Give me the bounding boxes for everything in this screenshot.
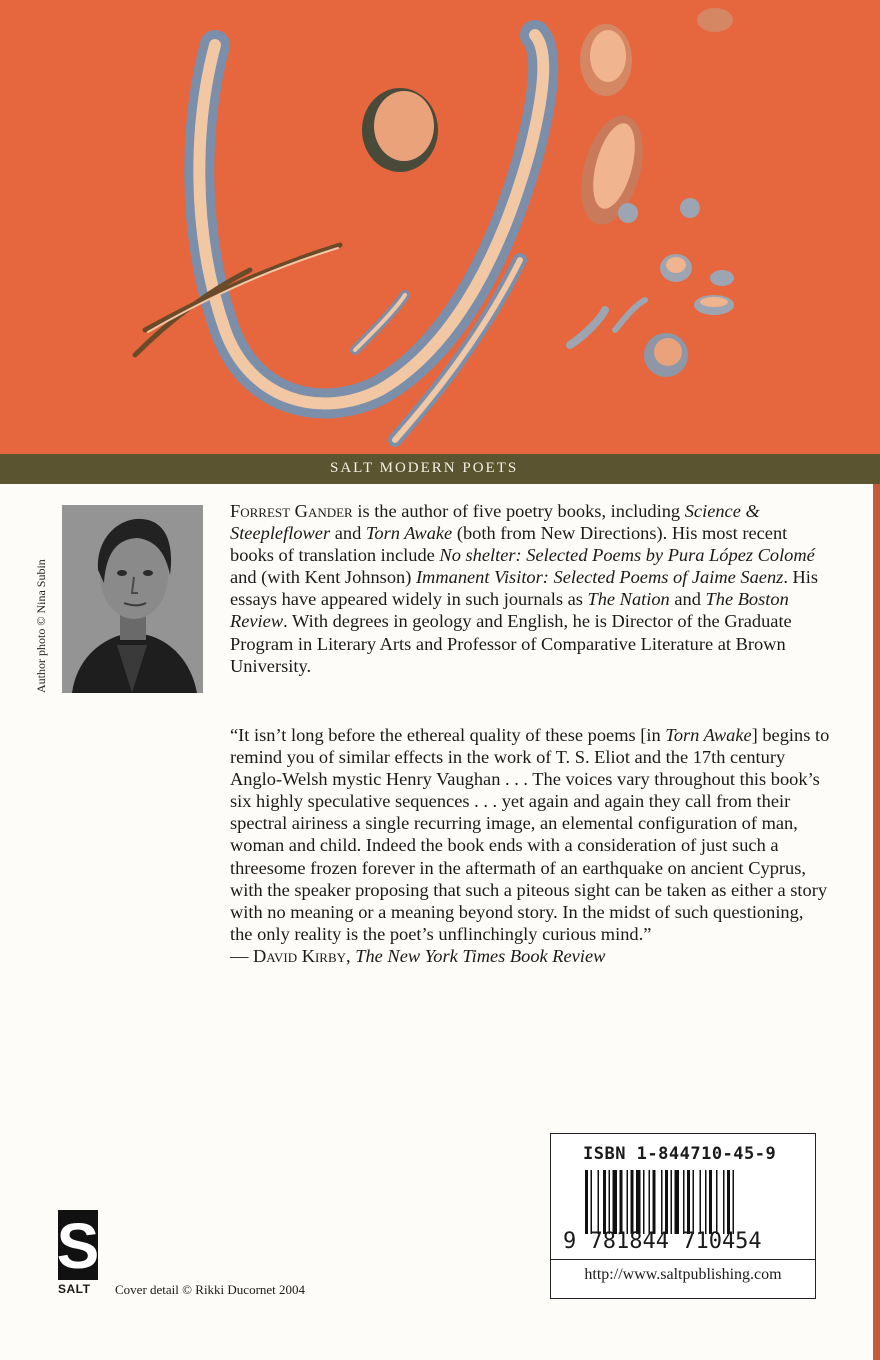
barcode-bar <box>653 1170 656 1234</box>
salt-logo <box>58 1210 98 1284</box>
barcode-bar <box>636 1170 641 1234</box>
book-title: No shelter: Selected Poems by Pura López Colomé <box>439 545 815 566</box>
attribution-dash: — <box>230 945 253 966</box>
bio-text: (both from New Directions). His most recent books of translation include <box>230 523 788 566</box>
barcode-bar <box>687 1170 690 1234</box>
barcode-bar <box>661 1170 663 1234</box>
barcode-bar <box>700 1170 702 1234</box>
barcode-bar <box>665 1170 668 1234</box>
barcode-bar <box>613 1170 618 1234</box>
book-title: Science & Steepleflower <box>230 501 760 544</box>
barcode-bar <box>643 1170 645 1234</box>
quote-attribution <box>230 945 830 967</box>
series-title: SALT MODERN POETS <box>330 460 519 476</box>
barcode-bar <box>723 1170 725 1234</box>
barcode-bar <box>727 1170 730 1234</box>
bio-text: . His essays have appeared widely in such journals as <box>230 567 819 610</box>
review-source: The New York Times Book Review <box>355 945 606 966</box>
journal-title: The Nation <box>587 589 670 610</box>
cover-artwork <box>0 0 880 454</box>
book-title: Torn Awake <box>365 523 453 544</box>
barcode-bar <box>716 1170 718 1234</box>
bio-text: and (with Kent Johnson) <box>230 567 416 588</box>
photo-credit: Author photo © Nina Subin <box>34 559 48 693</box>
cover-credit: Cover detail © Rikki Ducornet 2004 <box>115 1282 306 1297</box>
barcode-bar <box>585 1170 588 1234</box>
author-photo <box>62 505 203 693</box>
spine-edge <box>873 484 880 1360</box>
quote-text: ] begins to remind you of similar effects in the work of T. S. Eliot and the 17th century Anglo-Welsh mystic Henry Vaughan . . . The voices vary throughout this book’s six highly speculative sequences . . . yet again and again they call from their spectral airiness a single recurring image, an elemental configuration of man, woman and child. Indeed the book ends with a consideration of just such a threesome frozen forever in the aftermath of an earthquake on ancient Cyprus, with the speaker proposing that such a piteous sight can be taken as either a story with no meaning or a meaning beyond story. In the midst of such questioning, the only reality is the poet’s unflinchingly curious mind.” <box>230 725 830 944</box>
barcode-bar <box>609 1170 611 1234</box>
barcode-bar <box>603 1170 606 1234</box>
barcode-bar <box>631 1170 634 1234</box>
barcode-bar <box>693 1170 695 1234</box>
barcode-bar <box>649 1170 651 1234</box>
book-title: Torn Awake <box>665 725 752 745</box>
barcode-bar <box>620 1170 623 1234</box>
review-quote <box>230 724 830 967</box>
journal-title: The Boston Review <box>230 589 789 632</box>
barcode-bar <box>627 1170 629 1234</box>
barcode-bar <box>709 1170 712 1234</box>
reviewer-name: David Kirby <box>253 945 347 966</box>
barcode-bar <box>671 1170 673 1234</box>
attribution-separator: , <box>346 945 356 966</box>
barcode-bar <box>733 1170 735 1234</box>
author-name: Forrest Gander <box>230 501 353 521</box>
series-band <box>0 454 880 484</box>
salt-logo-mark <box>58 1210 98 1280</box>
bio-text: . With degrees in geology and English, he is Director of the Graduate Program in Literary Arts and Professor of Comparative Literature at Brown University. <box>230 611 792 676</box>
bio-text: and <box>330 523 366 544</box>
author-bio <box>230 500 830 677</box>
bio-text: is the author of five poetry books, including <box>352 501 685 521</box>
quote-text: “It isn’t long before the ethereal quality of these poems [in <box>230 725 666 745</box>
bio-text: and <box>669 589 706 610</box>
barcode-bar <box>683 1170 685 1234</box>
barcode-bar <box>705 1170 707 1234</box>
book-title: Immanent Visitor: Selected Poems of Jaime Saenz <box>415 567 784 588</box>
author-portrait <box>62 505 203 693</box>
barcode-bar <box>598 1170 600 1234</box>
barcode-divider <box>551 1259 815 1260</box>
publisher-url[interactable]: http://www.saltpublishing.com <box>584 1266 782 1283</box>
barcode-bar <box>675 1170 680 1234</box>
isbn-number: ISBN 1-844710-45-9 <box>583 1144 777 1164</box>
logo-letter: S <box>58 1210 98 1280</box>
salt-logo-text: SALT <box>58 1282 91 1296</box>
ean-digits: 9 781844 710454 <box>563 1229 762 1254</box>
barcode-block <box>550 1133 816 1299</box>
cover-artwork-drawing <box>0 0 880 454</box>
barcode-bar <box>591 1170 593 1234</box>
